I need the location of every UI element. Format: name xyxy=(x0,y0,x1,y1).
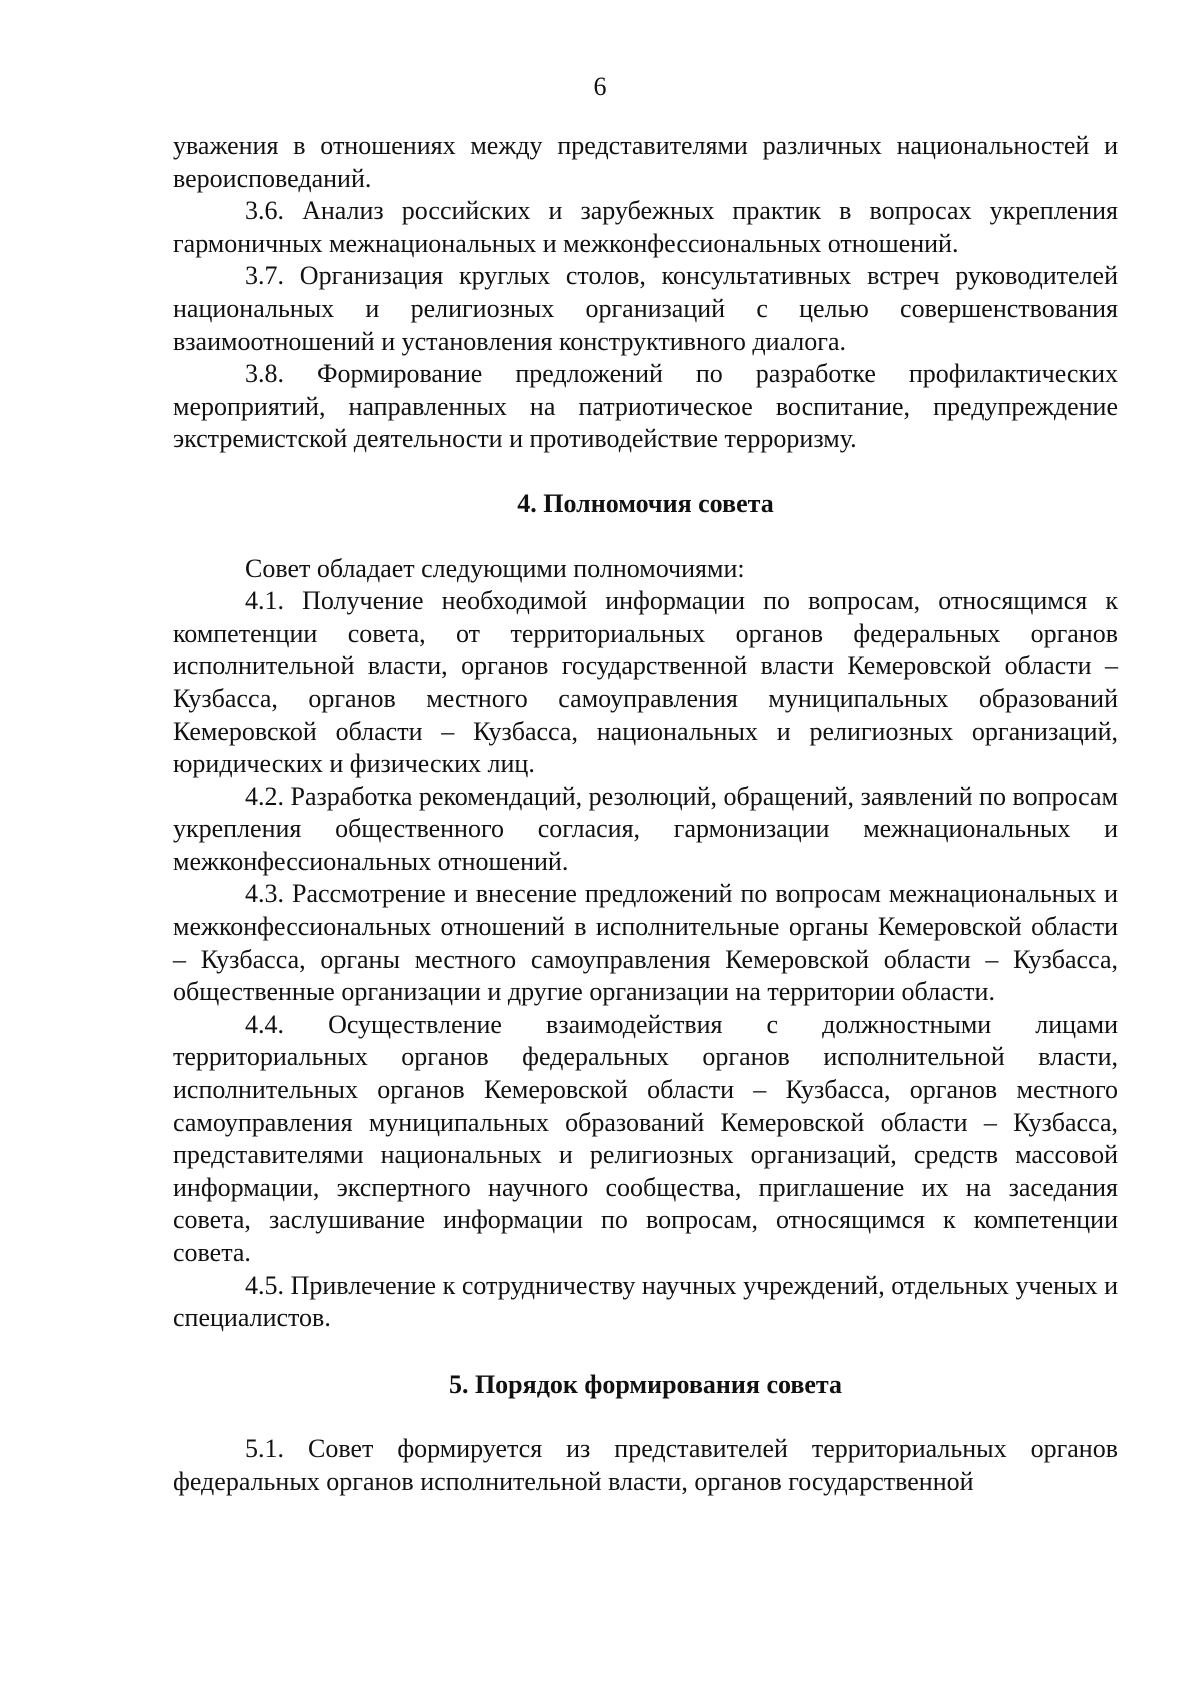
paragraph-4-4: 4.4. Осуществление взаимодействия с должностными лицами территориальных органов федеральных органов исполнительной власти, исполнительных органов Кемеровской области – Кузбасса, органов местного самоуправления муниципальных образований Кемеровской области – Кузбасса, представителями национальных и религиозных организаций, средств массовой информации, экспертного научного сообщества, приглашение их на заседания совета, заслушивание информации по вопросам, относящимся к компетенции совета. xyxy=(173,1009,1118,1267)
section-heading-5: 5. Порядок формирования совета xyxy=(448,1369,843,1399)
paragraph-3-8: 3.8. Формирование предложений по разработке профилактических мероприятий, направленных на патриотическое воспитание, предупреждение экстремистской деятельности и противодействие терроризму. xyxy=(173,359,1118,454)
paragraph-4-1: 4.1. Получение необходимой информации по вопросам, относящимся к компетенции совета, от территориальных органов федеральных органов исполнительной власти, органов государственной власти Кемеровской области – Кузбасса, органов местного самоуправления муниципальных образований Кемеровской области – Кузбасса, национальных и религиозных организаций, юридических и физических лиц. xyxy=(173,586,1118,779)
paragraph-4-intro: Совет обладает следующими полномочиями: xyxy=(245,553,745,583)
paragraph-5-1: 5.1. Совет формируется из представителей территориальных органов федеральных органов исполнительной власти, органов государственной xyxy=(173,1434,1118,1496)
paragraph-4-2: 4.2. Разработка рекомендаций, резолюций, обращений, заявлений по вопросам укрепления общественного согласия, гармонизации межнациональных и межконфессиональных отношений. xyxy=(173,781,1118,876)
section-heading-4: 4. Полномочия совета xyxy=(517,488,774,518)
document-body xyxy=(173,130,1118,1499)
paragraph-3-7: 3.7. Организация круглых столов, консультативных встреч руководителей национальных и религиозных организаций с целью совершенствования взаимоотношений и установления конструктивного диалога. xyxy=(173,261,1118,356)
paragraph-3-6: 3.6. Анализ российских и зарубежных практик в вопросах укрепления гармоничных межнациональных и межконфессиональных отношений. xyxy=(173,196,1118,258)
paragraph-continuation: уважения в отношениях между представителями различных национальностей и вероисповеданий. xyxy=(173,131,1118,193)
page-number: 6 xyxy=(593,72,607,101)
paragraph-4-3: 4.3. Рассмотрение и внесение предложений по вопросам межнациональных и межконфессиональных отношений в исполнительные органы Кемеровской области – Кузбасса, органы местного самоуправления Кемеровской области – Кузбасса, общественные организации и другие организации на территории области. xyxy=(173,879,1118,1007)
paragraph-4-5: 4.5. Привлечение к сотрудничеству научных учреждений, отдельных ученых и специалистов. xyxy=(173,1270,1118,1333)
